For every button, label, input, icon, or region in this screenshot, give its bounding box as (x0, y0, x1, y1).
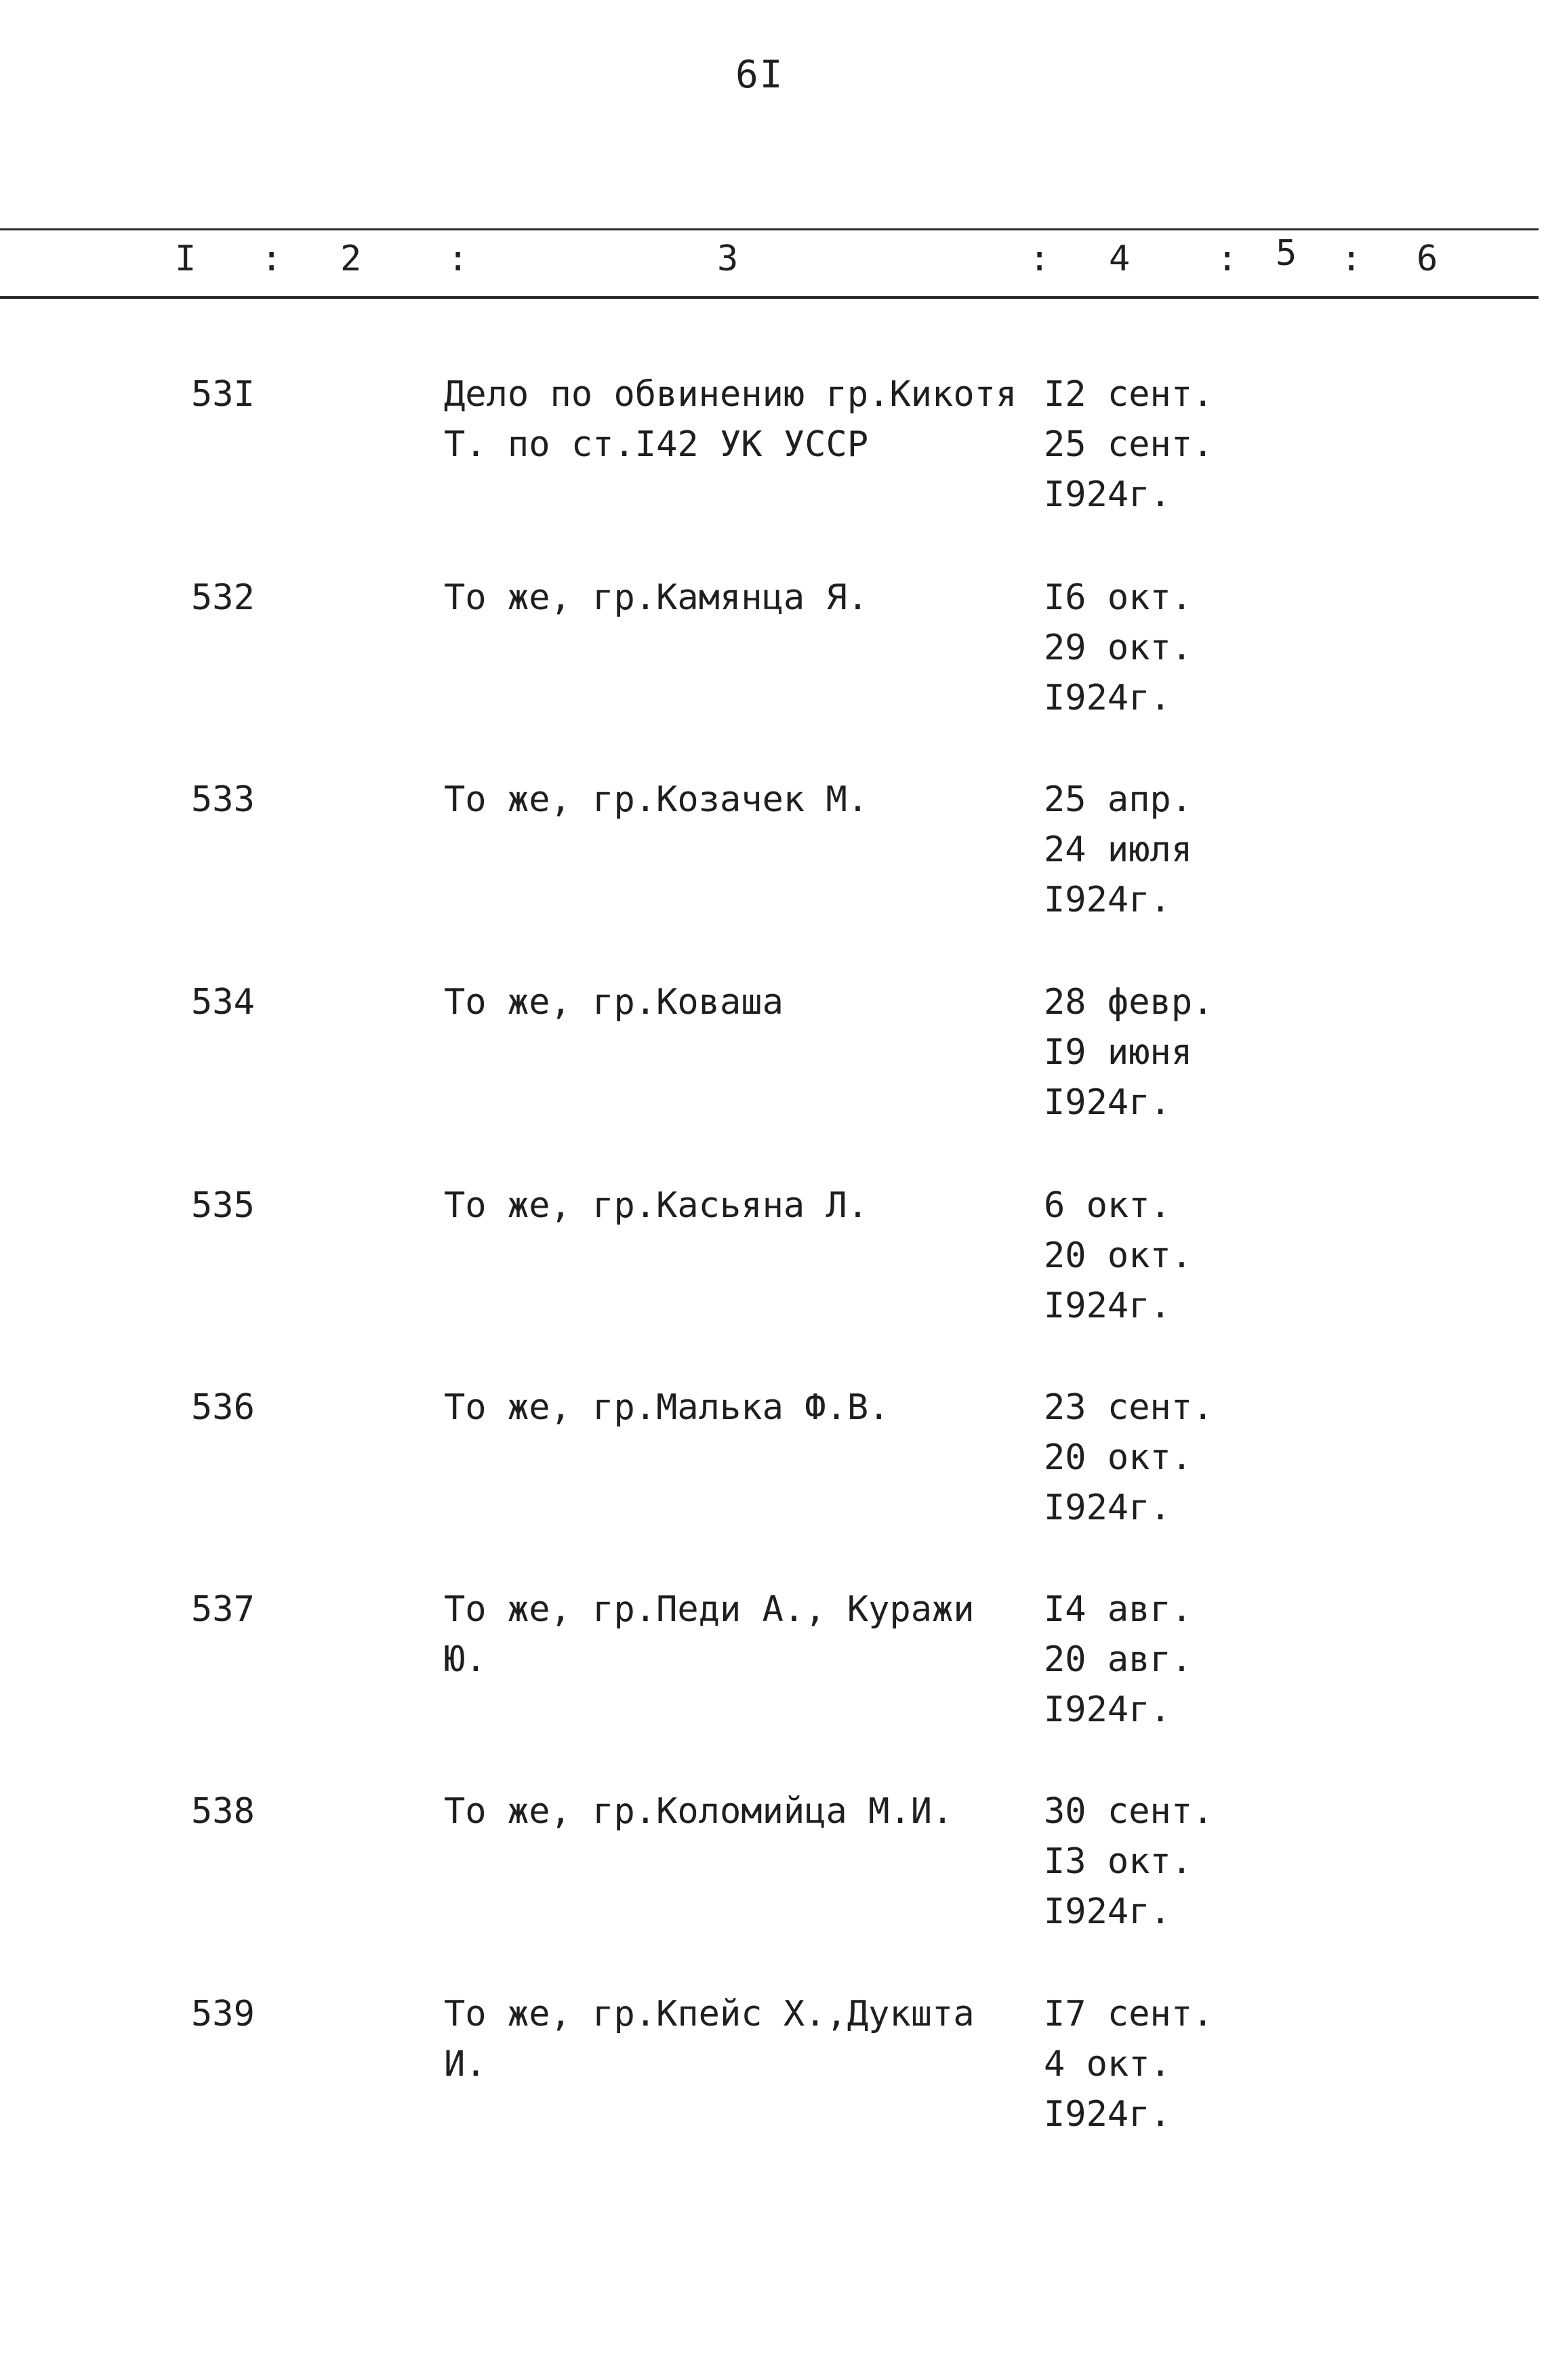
page-number: 6I (735, 53, 784, 97)
end-date: I9 июня (1044, 1032, 1193, 1073)
year: I924г. (1044, 2094, 1171, 2135)
start-date: 23 сент. (1044, 1387, 1214, 1428)
case-dates (1044, 1181, 1192, 1331)
table-row (0, 775, 1539, 930)
header-top-rule (0, 228, 1539, 230)
table-row (0, 1382, 1539, 1538)
year: I924г. (1044, 880, 1171, 920)
table-row (0, 1181, 1539, 1336)
case-title: То же, гр.Козачек М. (444, 779, 869, 820)
case-dates (1044, 977, 1213, 1128)
col-separator: : (447, 239, 469, 279)
table-row (0, 1989, 1539, 2145)
header-bottom-rule (0, 296, 1539, 299)
start-date: I2 сент. (1044, 374, 1214, 415)
col-separator: : (1217, 239, 1238, 279)
year: I924г. (1044, 1488, 1171, 1528)
case-number: 535 (191, 1185, 255, 1226)
end-date: 25 сент. (1044, 424, 1214, 465)
year: I924г. (1044, 678, 1171, 718)
case-dates (1044, 573, 1192, 723)
case-number: 537 (191, 1589, 255, 1630)
year: I924г. (1044, 1891, 1171, 1932)
start-date: 25 апр. (1044, 779, 1193, 820)
col-header-5: 5 (1276, 233, 1297, 274)
table-row (0, 1584, 1539, 1740)
col-header-4: 4 (1109, 239, 1131, 279)
case-number: 534 (191, 982, 255, 1023)
case-title: То же, гр.Коломийца М.И. (444, 1791, 954, 1832)
end-date: 20 окт. (1044, 1437, 1193, 1478)
col-header-3: 3 (717, 239, 739, 279)
case-dates (1044, 369, 1213, 520)
table-row (0, 369, 1539, 525)
end-date: 20 авг. (1044, 1639, 1193, 1680)
end-date: 29 окт. (1044, 628, 1193, 668)
year: I924г. (1044, 1082, 1171, 1123)
case-title: То же, гр.Кпейс Х.,Дукшта И. (444, 1994, 975, 2085)
start-date: 28 февр. (1044, 982, 1214, 1023)
start-date: 6 окт. (1044, 1185, 1171, 1226)
table-row (0, 573, 1539, 729)
case-dates (1044, 775, 1192, 925)
start-date: I4 авг. (1044, 1589, 1193, 1630)
end-date: 20 окт. (1044, 1235, 1193, 1276)
col-header-1: I (175, 239, 197, 279)
case-dates (1044, 1382, 1213, 1533)
case-title: То же, гр.Камянца Я. (444, 577, 869, 618)
case-dates (1044, 1786, 1213, 1937)
col-header-6: 6 (1417, 239, 1438, 279)
case-number: 532 (191, 577, 255, 618)
case-title: То же, гр.Касьяна Л. (444, 1185, 869, 1226)
start-date: I6 окт. (1044, 577, 1193, 618)
case-number: 536 (191, 1387, 255, 1428)
table-row (0, 1786, 1539, 1942)
start-date: I7 сент. (1044, 1994, 1214, 2034)
case-dates (1044, 1584, 1192, 1735)
end-date: 4 окт. (1044, 2044, 1171, 2085)
case-title: То же, гр.Коваша (444, 982, 784, 1023)
end-date: I3 окт. (1044, 1841, 1193, 1882)
case-number: 53I (191, 374, 255, 415)
col-separator: : (261, 239, 283, 279)
col-separator: : (1029, 239, 1051, 279)
case-title: То же, гр.Педи А., Куражи Ю. (444, 1589, 975, 1680)
col-separator: : (1341, 239, 1362, 279)
table-row (0, 977, 1539, 1133)
case-title: То же, гр.Малька Ф.В. (444, 1387, 890, 1428)
case-number: 533 (191, 779, 255, 820)
start-date: 30 сент. (1044, 1791, 1214, 1832)
case-dates (1044, 1989, 1213, 2139)
case-number: 538 (191, 1791, 255, 1832)
year: I924г. (1044, 1286, 1171, 1326)
year: I924г. (1044, 474, 1171, 515)
end-date: 24 июля (1044, 829, 1193, 870)
year: I924г. (1044, 1689, 1171, 1730)
col-header-2: 2 (340, 239, 362, 279)
case-title: Дело по обвинению гр.Кикотя Т. по ст.I42 УК УССР (444, 374, 1017, 465)
case-number: 539 (191, 1994, 255, 2034)
